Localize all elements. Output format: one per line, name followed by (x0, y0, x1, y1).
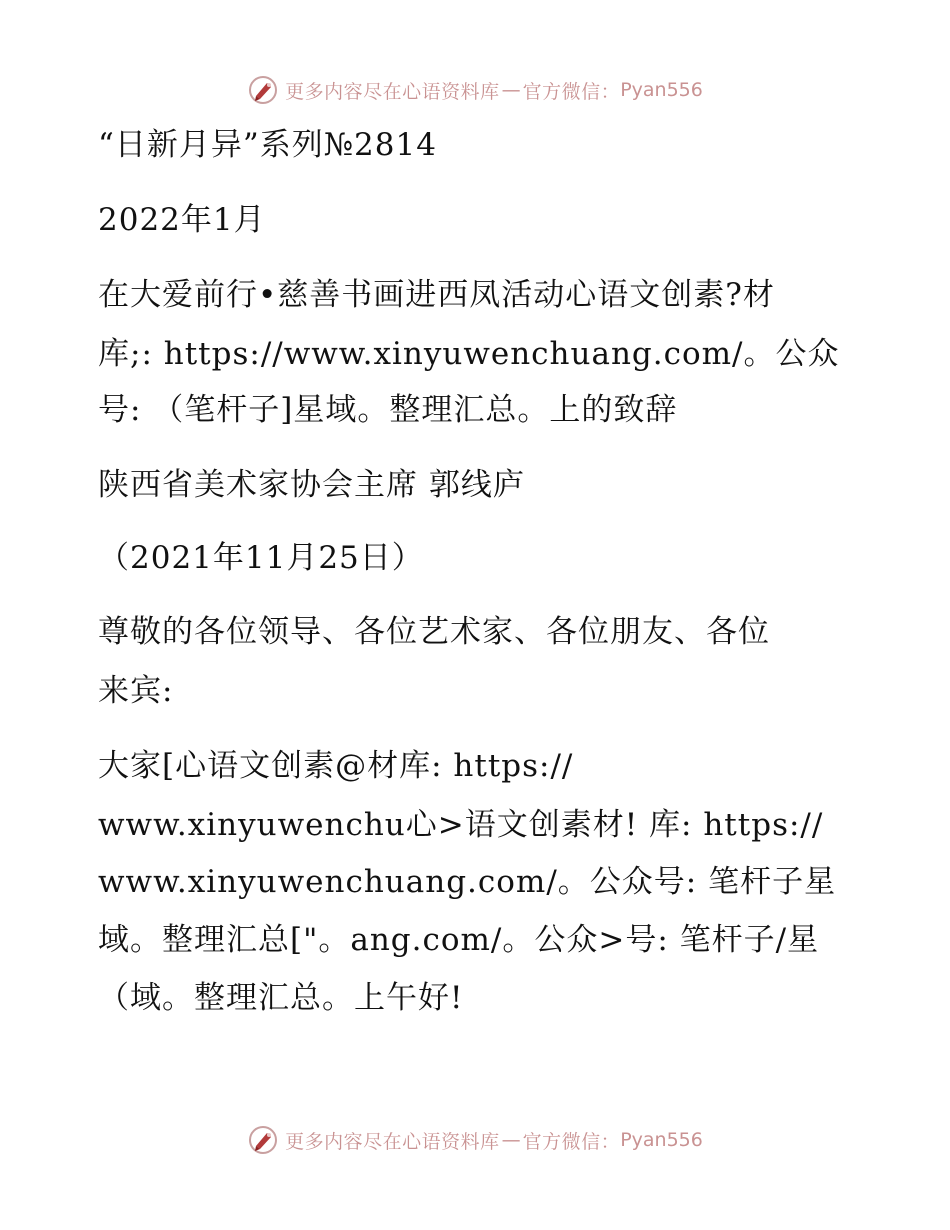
body-line: 大家[心语文创素@材库: https:// (98, 748, 574, 784)
watermark-wechat-id: Pyan556 (620, 79, 703, 101)
title-line: 库;: https://www.xinyuwenchuang.com/。公众 (98, 336, 840, 372)
title-line: 号: （笔杆子]星域。整理汇总。上的致辞 (98, 392, 678, 428)
watermark-wechat-label: 官方微信： (522, 80, 621, 103)
body-line: www.xinyuwenchuang.com/。公众号: 笔杆子星 (98, 864, 837, 900)
watermark-separator: — (501, 1129, 521, 1151)
salutation-line: 来宾: (98, 673, 174, 709)
watermark-text: 更多内容尽在心语资料库 (285, 1130, 500, 1153)
body-line: www.xinyuwenchu心>语文创素材! 库: https:// (98, 807, 824, 843)
body-line: 域。整理汇总["。ang.com/。公众>号: 笔杆子/星 (98, 922, 820, 958)
footer-watermark (0, 1120, 950, 1160)
title-line: 在大爱前行•慈善书画进西凤活动心语文创素?材 (98, 277, 775, 313)
salutation-line: 尊敬的各位领导、各位艺术家、各位朋友、各位 (98, 614, 770, 650)
date-line: 2022年1月 (98, 202, 266, 238)
body-line: （域。整理汇总。上午好! (98, 980, 464, 1016)
watermark-wechat-id: Pyan556 (620, 1129, 703, 1151)
series-line: “日新月异”系列№2814 (98, 127, 437, 163)
watermark-text: 更多内容尽在心语资料库 (285, 80, 500, 103)
watermark-wechat-label: 官方微信： (522, 1130, 621, 1153)
speech-date-line: （2021年11月25日） (98, 540, 424, 576)
pen-logo-icon (247, 1124, 279, 1156)
author-line: 陕西省美术家协会主席 郭线庐 (98, 467, 525, 503)
watermark-separator: — (501, 79, 521, 101)
